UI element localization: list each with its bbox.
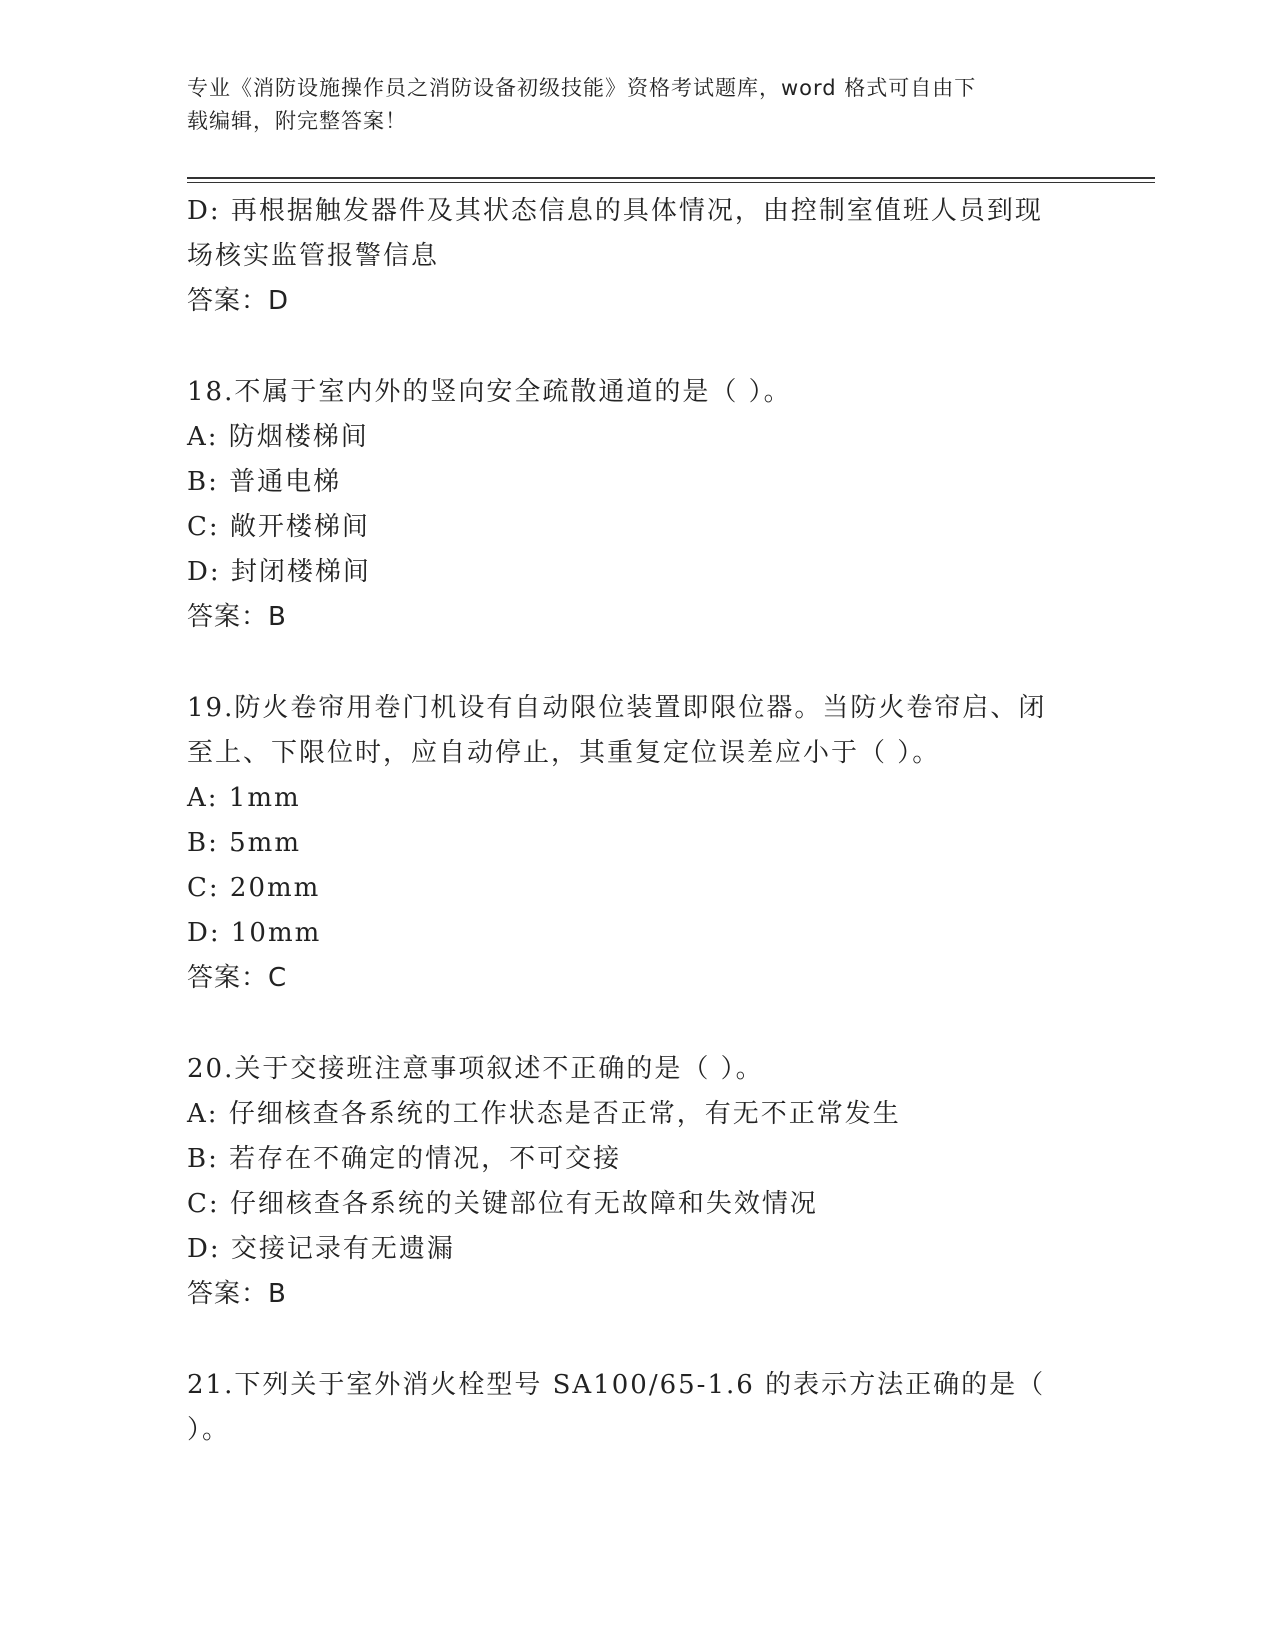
option-b: B: 普通电梯 (187, 467, 342, 497)
answer-line: 答案：D (187, 286, 290, 316)
option-d: D: 再根据触发器件及其状态信息的具体情况，由控制室值班人员到现 (187, 196, 1043, 226)
option-c: C: 仔细核查各系统的关键部位有无故障和失效情况 (187, 1189, 818, 1219)
question-stem-continued: 至上、下限位时，应自动停止，其重复定位误差应小于（ ）。 (187, 738, 941, 768)
option-d: D: 封闭楼梯间 (187, 557, 371, 587)
spacer (187, 1001, 1087, 1047)
option-d: D: 10mm (187, 918, 322, 948)
question-19 (187, 686, 1087, 1001)
previous-question-tail (187, 189, 1087, 324)
spacer (187, 324, 1087, 370)
header-rule-thin (187, 182, 1155, 183)
spacer (187, 1317, 1087, 1363)
option-b: B: 若存在不确定的情况，不可交接 (187, 1144, 622, 1174)
option-d-continued: 场核实监管报警信息 (187, 241, 440, 271)
spacer (187, 640, 1087, 686)
page-header (187, 72, 1087, 138)
question-stem: 20.关于交接班注意事项叙述不正确的是（ ）。 (187, 1054, 764, 1084)
question-20 (187, 1047, 1087, 1317)
header-line-1: 专业《消防设施操作员之消防设备初级技能》资格考试题库，word 格式可自由下 (187, 76, 977, 100)
question-21 (187, 1363, 1087, 1453)
option-c: C: 20mm (187, 873, 321, 903)
option-a: A: 1mm (187, 783, 301, 813)
header-rule-thick (187, 177, 1155, 179)
question-stem: 19.防火卷帘用卷门机设有自动限位装置即限位器。当防火卷帘启、闭 (187, 693, 1047, 723)
answer-line: 答案：B (187, 1279, 287, 1309)
question-stem: 21.下列关于室外消火栓型号 SA100/65-1.6 的表示方法正确的是（ (187, 1370, 1046, 1400)
option-a: A: 仔细核查各系统的工作状态是否正常，有无不正常发生 (187, 1099, 901, 1129)
option-a: A: 防烟楼梯间 (187, 422, 369, 452)
question-18 (187, 370, 1087, 640)
question-stem-continued: ）。 (187, 1415, 231, 1445)
question-content (187, 189, 1087, 1453)
option-d: D: 交接记录有无遗漏 (187, 1234, 455, 1264)
answer-line: 答案：B (187, 602, 287, 632)
answer-line: 答案：C (187, 963, 288, 993)
header-line-2: 载编辑，附完整答案！ (187, 109, 407, 133)
option-c: C: 敞开楼梯间 (187, 512, 370, 542)
option-b: B: 5mm (187, 828, 301, 858)
question-stem: 18.不属于室内外的竖向安全疏散通道的是（ ）。 (187, 377, 792, 407)
